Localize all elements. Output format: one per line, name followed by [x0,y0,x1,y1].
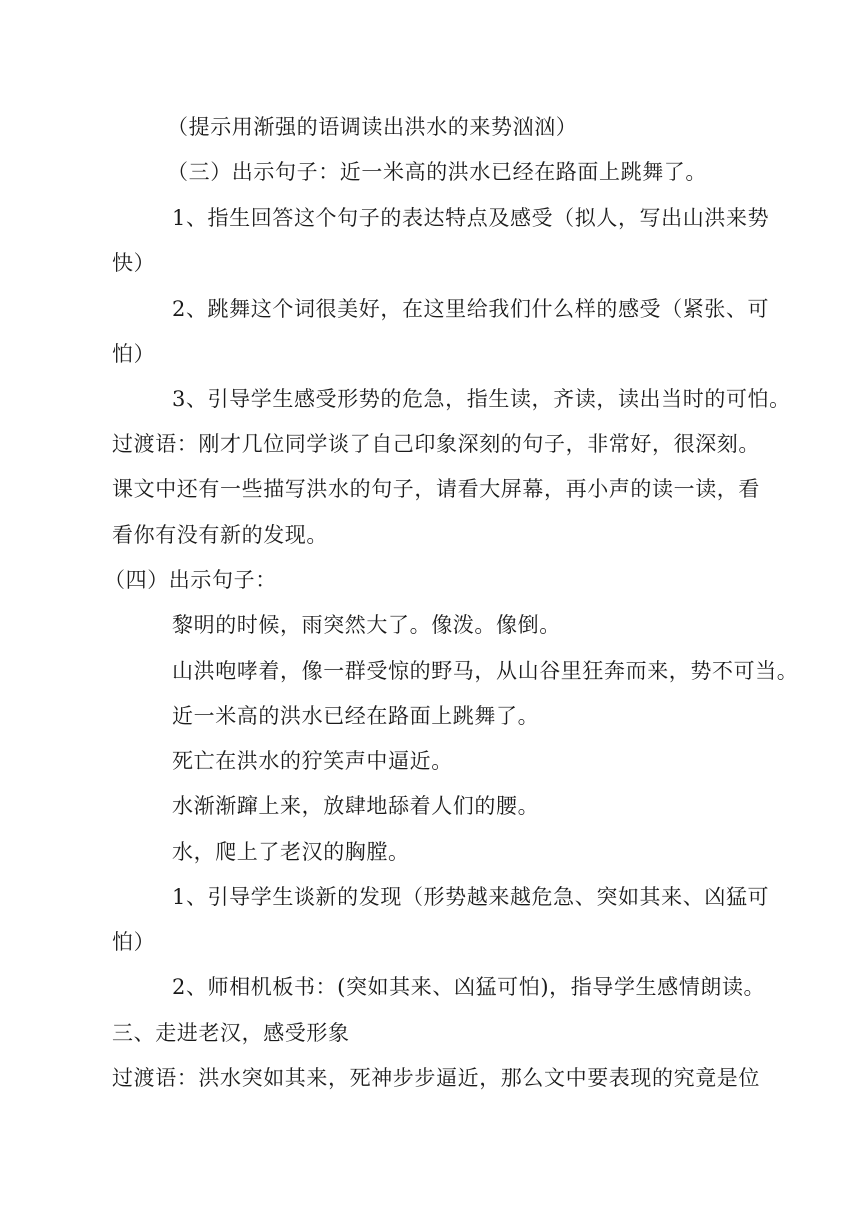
transition-line-1: 过渡语：刚才几位同学谈了自己印象深刻的句子，非常好，很深刻。 [112,432,760,456]
item-1-continuation: 快） [112,251,156,275]
quote-line-2: 山洪咆哮着，像一群受惊的野马，从山谷里狂奔而来，势不可当。 [172,659,799,683]
quote-line-4: 死亡在洪水的狞笑声中逼近。 [172,749,453,773]
item-1b-line: 1、引导学生谈新的发现（形势越来越危急、突如其来、凶猛可 [172,885,770,909]
item-2-continuation: 怕） [112,342,156,366]
transition-line-4: 过渡语：洪水突如其来，死神步步逼近，那么文中要表现的究竟是位 [112,1066,760,1090]
transition-line-2: 课文中还有一些描写洪水的句子，请看大屏幕，再小声的读一读，看 [112,477,760,501]
quote-line-1: 黎明的时候，雨突然大了。像泼。像倒。 [172,613,561,637]
hint-line: （提示用渐强的语调读出洪水的来势汹汹） [167,115,578,139]
item-1b-continuation: 怕） [112,930,156,954]
quote-line-5: 水渐渐蹿上来，放肆地舔着人们的腰。 [172,794,540,818]
section-three-title: 三、走进老汉，感受形象 [112,1021,350,1045]
quote-line-6: 水，爬上了老汉的胸膛。 [172,840,410,864]
transition-line-3: 看你有没有新的发现。 [112,523,328,547]
section-four-heading: （四）出示句子： [104,568,277,592]
item-1-line: 1、指生回答这个句子的表达特点及感受（拟人，写出山洪来势 [172,206,770,230]
item-3-line: 3、引导学生感受形势的危急，指生读，齐读，读出当时的可怕。 [172,387,791,411]
item-2-line: 2、跳舞这个词很美好，在这里给我们什么样的感受（紧张、可 [172,297,770,321]
quote-line-3: 近一米高的洪水已经在路面上跳舞了。 [172,704,540,728]
section-three-heading: （三）出示句子：近一米高的洪水已经在路面上跳舞了。 [167,160,707,184]
item-2b-line: 2、师相机板书：(突如其来、凶猛可怕)，指导学生感情朗读。 [172,975,766,999]
